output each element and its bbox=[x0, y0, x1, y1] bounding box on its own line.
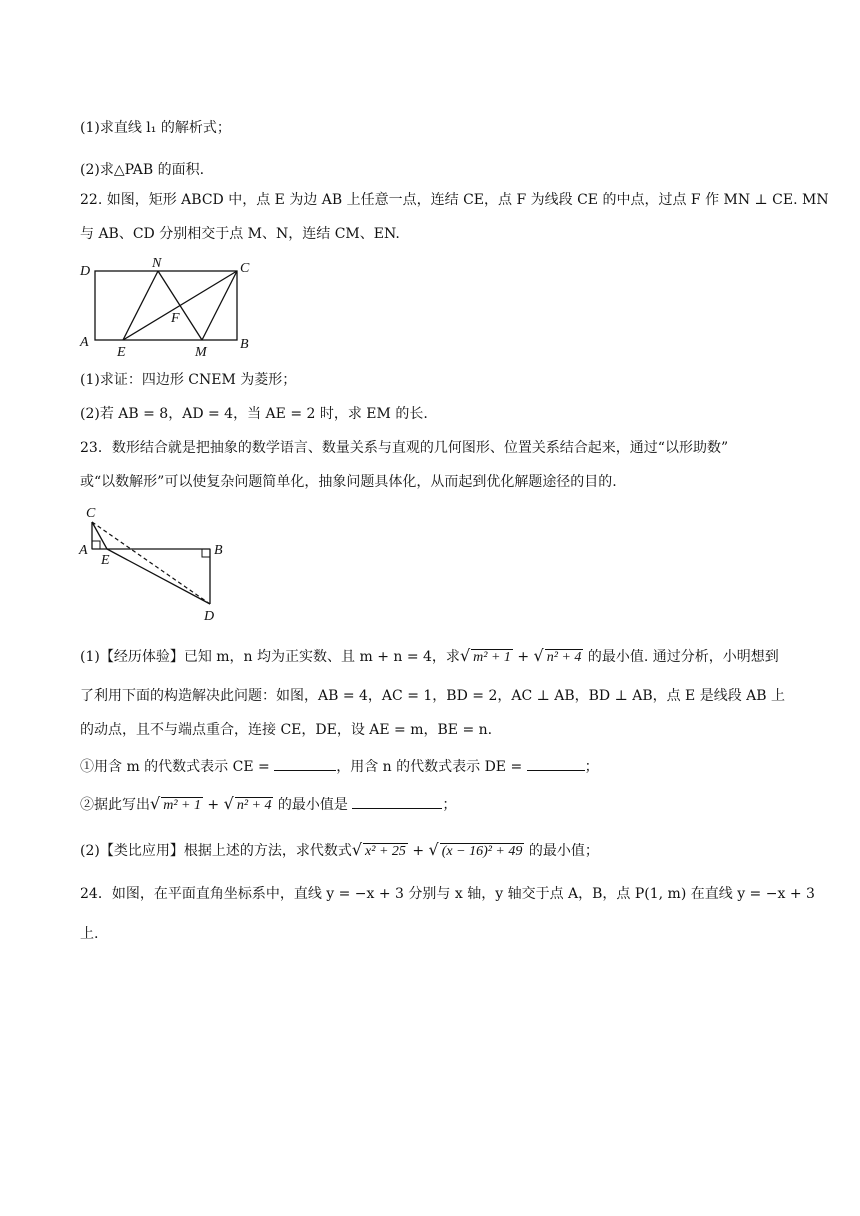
q24-statement-line1: 24．如图，在平面直角坐标系中，直线 y = −x + 3 分别与 x 轴，y 轴交于点 A，B，点 P(1, m) 在直线 y = −x + 3 bbox=[80, 886, 815, 902]
q23-part1-line1: (1)【经历体验】已知 m，n 均为正实数、且 m + n = 4，求√ m² + 1 + √ n² + 4 的最小值. 通过分析，小明想到 bbox=[80, 646, 779, 665]
q23-intro-line1: 23．数形结合就是把抽象的数学语言、数量关系与直观的几何图形、位置关系结合起来，通过“以形助数” bbox=[80, 440, 729, 456]
label-E: E bbox=[117, 345, 126, 360]
q22-statement-line2: 与 AB、CD 分别相交于点 M、N，连结 CM、EN. bbox=[80, 226, 400, 242]
label-D: D bbox=[204, 609, 215, 624]
q23-radical-n: n² + 4 bbox=[546, 650, 582, 665]
q23-part2-radical-1: x² + 25 bbox=[365, 844, 406, 859]
q23-sub2: ②据此写出√ m² + 1 + √ n² + 4 的最小值是 ； bbox=[80, 794, 457, 813]
q22-part1: (1)求证：四边形 CNEM 为菱形； bbox=[80, 372, 297, 388]
q22-rectangle-figure bbox=[76, 254, 256, 362]
sqrt-icon: √ bbox=[459, 646, 471, 665]
q23-sub2-text-c: ； bbox=[442, 797, 457, 813]
q23-sub1 bbox=[80, 756, 599, 777]
q23-part2-text-a: (2)【类比应用】根据上述的方法，求代数式 bbox=[80, 843, 352, 859]
label-N: N bbox=[152, 256, 162, 271]
q22-statement-line1: 22. 如图，矩形 ABCD 中，点 E 为边 AB 上任意一点，连结 CE，点 F 为线段 CE 的中点，过点 F 作 MN ⊥ CE. MN bbox=[80, 192, 829, 208]
q23-sub2-radical-n: n² + 4 bbox=[236, 798, 272, 813]
label-D: D bbox=[80, 264, 91, 279]
q22-part2: (2)若 AB = 8，AD = 4，当 AE = 2 时，求 EM 的长. bbox=[80, 406, 428, 422]
q23-part2-radical-2: (x − 16)² + 49 bbox=[441, 844, 523, 859]
answer-blank-ce[interactable] bbox=[274, 756, 336, 771]
sqrt-icon: √ bbox=[533, 646, 544, 665]
q23-part1-text-b: 的最小值. 通过分析，小明想到 bbox=[587, 649, 779, 665]
label-F: F bbox=[171, 311, 180, 326]
q23-sub2-text-a: ②据此写出 bbox=[80, 797, 150, 813]
sqrt-icon: √ bbox=[150, 794, 161, 813]
q23-part1-line3: 的动点，且不与端点重合，连接 CE，DE，设 AE = m，BE = n. bbox=[80, 722, 493, 738]
q23-construction-figure bbox=[76, 500, 236, 626]
q23-sub1-text-a: ①用含 m 的代数式表示 CE = bbox=[80, 759, 270, 775]
label-C: C bbox=[240, 261, 250, 276]
q23-sub2-radical-m: m² + 1 bbox=[163, 798, 201, 813]
q23-radical-m: m² + 1 bbox=[473, 650, 511, 665]
sqrt-icon: √ bbox=[223, 794, 234, 813]
label-C: C bbox=[86, 506, 96, 521]
q23-sub1-text-b: ，用含 n 的代数式表示 DE = bbox=[336, 759, 523, 775]
label-B: B bbox=[214, 543, 223, 558]
q23-part2-text-b: 的最小值； bbox=[528, 843, 599, 859]
label-M: M bbox=[195, 345, 207, 360]
q24-statement-line2: 上. bbox=[80, 926, 99, 942]
sqrt-icon: √ bbox=[351, 840, 363, 859]
q23-sub2-text-b: 的最小值是 bbox=[277, 797, 348, 813]
q23-sub1-text-c: ； bbox=[584, 759, 599, 775]
sqrt-icon: √ bbox=[428, 840, 439, 859]
answer-blank-de[interactable] bbox=[527, 756, 585, 771]
q23-part2: (2)【类比应用】根据上述的方法，求代数式√ x² + 25 + √ (x − 16)² + 49 的最小值； bbox=[80, 840, 599, 859]
answer-blank-min[interactable] bbox=[352, 794, 442, 809]
label-B: B bbox=[240, 337, 249, 352]
q23-intro-line2: 或“以数解形”可以使复杂问题简单化，抽象问题具体化，从而起到优化解题途径的目的. bbox=[80, 474, 617, 490]
label-E: E bbox=[101, 553, 110, 568]
q21-part1: (1)求直线 l₁ 的解析式； bbox=[80, 120, 231, 136]
q23-part1-line2: 了利用下面的构造解决此问题：如图，AB = 4，AC = 1，BD = 2，AC ⊥ AB，BD ⊥ AB，点 E 是线段 AB 上 bbox=[80, 688, 786, 704]
q23-part1-text-a: (1)【经历体验】已知 m，n 均为正实数、且 m + n = 4，求 bbox=[80, 649, 460, 665]
label-A: A bbox=[80, 335, 89, 350]
label-A: A bbox=[79, 543, 88, 558]
q21-part2: (2)求△PAB 的面积. bbox=[80, 162, 205, 178]
